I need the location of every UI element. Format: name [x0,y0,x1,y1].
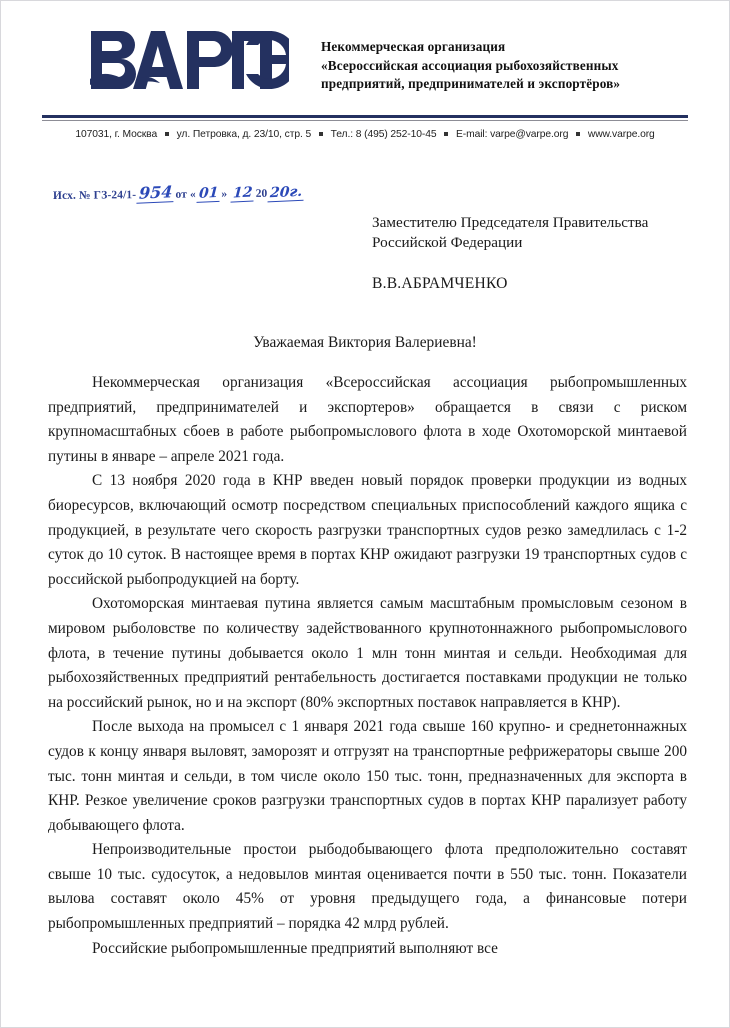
varpe-logo-icon [89,29,289,101]
contact-email: E-mail: varpe@varpe.org [456,129,569,140]
reference-from-label: от [175,188,188,201]
body-paragraph: Некоммерческая организация «Всероссийская ассоциация рыбопромышленных предприятий, предпринимателей и экспортеров» обращается в связи с риском крупномасштабных сбоев в работе рыбопромыслового флота в ходе Охотоморской минтаевой путины в январе – апреле 2021 года. [48,374,687,465]
reference-day-open-quote: « [189,188,196,201]
bullet-separator-icon [319,132,323,136]
reference-year-prefix: 20 [255,187,268,200]
bullet-separator-icon [165,132,169,136]
reference-year-handwritten: 20г. [268,184,305,203]
organization-name-line-1: Некоммерческая организация [321,39,506,54]
contact-address: 107031, г. Москва [75,129,158,140]
letterhead [1,29,729,111]
varpe-logo [1,29,321,101]
outgoing-reference [53,181,306,204]
contact-street: ул. Петровка, д. 23/10, стр. 5 [176,129,312,140]
header-rule-thin [42,120,688,121]
reference-number-handwritten: 954 [137,182,176,204]
contact-website: www.varpe.org [587,129,655,140]
body-paragraph: С 13 ноября 2020 года в КНР введен новый порядок проверки продукции из водных биоресурсов, включающий осмотр посредством специальных приспособлений каждого ящика с продукцией, в результате чего скорость разгрузки транспортных судов резко замедлилась с 1-2 суток до 10 суток. В настоящее время в портах КНР ожидают разгрузки 19 транспортных судов с российской рыбопродукцией на борту. [48,472,687,588]
contact-line [1,129,729,140]
reference-day-handwritten: 01 [196,185,220,203]
body-paragraph: Непроизводительные простои рыбодобывающего флота предположительно составят свыше 10 тыс. судосуток, а недовылов минтая оценивается почти в 550 тыс. тонн. Показатели вылова составят около 45% от уровня предыдущего года, а финансовые потери рыбопромышленных предприятий – порядка 42 млрд рублей. [48,841,687,933]
reference-label: Исх. № ГЗ-24/1- [52,189,137,202]
organization-name-line-2: «Всероссийская ассоциация рыбохозяйственных [321,57,619,73]
body-paragraph: Российские рыбопромышленные предприятий выполняют все [92,939,498,957]
reference-day-close-quote: » [221,188,228,201]
addressee-line-2: Российской Федерации [372,234,523,251]
letter-body [48,371,687,961]
addressee-block [372,213,692,294]
bullet-separator-icon [444,132,448,136]
addressee-line-1: Заместителю Председателя Правительства [372,214,649,231]
contact-phone: Тел.: 8 (495) 252-10-45 [330,129,437,140]
body-paragraph: После выхода на промысел с 1 января 2021 года свыше 160 крупно- и среднетоннажных судов к концу января выловят, заморозят и отгрузят на транспортные рефрижераторы свыше 200 тыс. тонн минтая и сельди, в том числе около 150 тыс. тонн, предназначенных для экспорта в КНР. Резкое увеличение сроков разгрузки транспортных судов в портах КНР парализует работу добывающего флота. [48,718,687,834]
addressee-name: В.В.АБРАМЧЕНКО [372,275,508,292]
reference-month-handwritten: 12 [231,184,255,202]
header-rule-thick [42,115,688,118]
organization-name [321,29,729,94]
organization-name-line-3: предприятий, предпринимателей и экспортёров» [321,76,621,91]
body-paragraph: Охотоморская минтаевая путина является самым масштабным промысловым сезоном в мировом рыболовстве по количеству задействованного крупнотоннажного рыбопромыслового флота, в течение путины добывается около 1 млн тонн минтая и сельди. Необходимая для рыбохозяйственных предприятий рентабельность достигается поставками продукции не только на российский рынок, но и на экспорт (80% экспортных поставок направляется в КНР). [48,595,687,711]
salutation: Уважаемая Виктория Валериевна! [253,334,477,351]
bullet-separator-icon [576,132,580,136]
